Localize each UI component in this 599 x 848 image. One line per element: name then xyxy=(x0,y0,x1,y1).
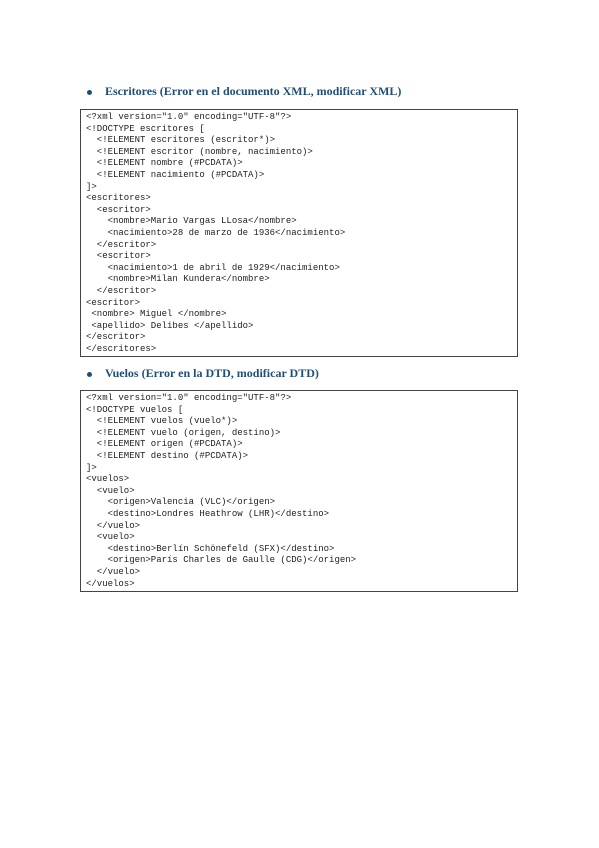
code-line: <escritor> xyxy=(86,251,151,262)
code-block-vuelos xyxy=(80,390,518,592)
bullet-icon xyxy=(87,90,92,95)
code-line: </escritor> xyxy=(86,332,146,343)
code-line: </escritores> xyxy=(86,343,157,354)
section-title-vuelos xyxy=(87,366,319,381)
code-line: <destino>Londres Heathrow (LHR)</destino> xyxy=(86,508,330,519)
code-line: <origen>Valencia (VLC)</origen> xyxy=(86,497,276,508)
code-line: </vuelo> xyxy=(86,520,141,531)
section-title-escritores xyxy=(87,84,401,99)
code-line: </escritor> xyxy=(86,239,157,250)
code-line: <!ELEMENT escritor (nombre, nacimiento)> xyxy=(86,146,313,157)
code-line: </escritor> xyxy=(86,285,157,296)
code-line: ]> xyxy=(86,462,97,473)
code-line: <nombre> Miguel </nombre> xyxy=(86,309,227,320)
code-line: </vuelos> xyxy=(86,578,135,589)
code-line: <!ELEMENT destino (#PCDATA)> xyxy=(86,450,249,461)
code-line: <nombre>Milan Kundera</nombre> xyxy=(86,274,270,285)
bullet-icon xyxy=(87,372,92,377)
code-line: <!ELEMENT origen (#PCDATA)> xyxy=(86,439,243,450)
code-line: <vuelo> xyxy=(86,532,135,543)
code-line: <escritor> xyxy=(86,204,151,215)
code-line: <escritores> xyxy=(86,193,151,204)
code-block-escritores xyxy=(80,109,518,357)
code-line: <origen>París Charles de Gaulle (CDG)</origen> xyxy=(86,555,357,566)
code-line: <!ELEMENT nacimiento (#PCDATA)> xyxy=(86,169,265,180)
code-line: <!ELEMENT nombre (#PCDATA)> xyxy=(86,158,243,169)
code-line: <?xml version="1.0" encoding="UTF-8"?> xyxy=(86,112,292,122)
code-line: </vuelo> xyxy=(86,566,141,577)
code-line: <!DOCTYPE vuelos [ xyxy=(86,404,184,415)
code-line: <escritor> xyxy=(86,297,141,308)
code-line: <!ELEMENT escritores (escritor*)> xyxy=(86,135,276,146)
code-line: <?xml version="1.0" encoding="UTF-8"?> xyxy=(86,393,292,403)
code-line: <vuelo> xyxy=(86,485,135,496)
code-line: ]> xyxy=(86,181,97,192)
code-line: <vuelos> xyxy=(86,474,130,485)
code-line: <!ELEMENT vuelo (origen, destino)> xyxy=(86,427,281,438)
code-line: <destino>Berlín Schönefeld (SFX)</destino> xyxy=(86,543,335,554)
code-line: <!DOCTYPE escritores [ xyxy=(86,123,205,134)
code-line: <nombre>Mario Vargas LLosa</nombre> xyxy=(86,216,297,227)
section-title-text: Vuelos (Error en la DTD, modificar DTD) xyxy=(105,366,319,380)
code-line: <!ELEMENT vuelos (vuelo*)> xyxy=(86,416,238,427)
section-title-text: Escritores (Error en el documento XML, modificar XML) xyxy=(105,84,402,98)
code-line: <nacimiento>1 de abril de 1929</nacimiento> xyxy=(86,262,340,273)
code-line: <apellido> Delibes </apellido> xyxy=(86,320,254,331)
code-line: <nacimiento>28 de marzo de 1936</nacimiento> xyxy=(86,227,346,238)
